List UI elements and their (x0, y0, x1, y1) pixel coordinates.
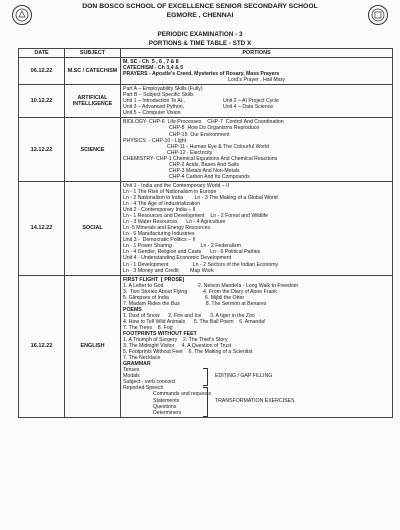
portion-line: 7. The Necklace (123, 355, 161, 362)
grammar-item: Subject - verb concord (123, 379, 175, 386)
school-city: EGMORE , CHENNAI (166, 12, 234, 19)
row-subject: SOCIAL (65, 181, 121, 275)
school-name: DON BOSCO SCHOOL OF EXCELLENCE SENIOR SECONDARY SCHOOL (82, 3, 318, 10)
portion-line: CHP-8 How Do Organisms Reproduce (169, 125, 260, 132)
col-header-date: DATE (19, 49, 65, 58)
portion-line: GRAMMAR (123, 361, 151, 368)
grammar-item: Statements (153, 397, 180, 404)
portion-line: 4. How to Tell Wild Animals 5. The Ball Poem 6. Amanda! (123, 318, 266, 325)
portion-line: CHEMISTRY- CHP-1 Chemical Equations And Chemical Reactions (123, 155, 278, 162)
portion-line: 1. Dust of Snow 2. Fire and Ice 3. A tiger in the Zoo (123, 312, 255, 319)
row-subject: M.SC / CATECHISM (65, 58, 121, 85)
portion-line: Ln - 3 Water Resources Ln - 4 Agriculture (123, 219, 226, 226)
portions-title: PORTIONS & TIME TABLE - STD X (148, 40, 252, 47)
portion-line: Ln - 4 The Age of Industrialization (123, 201, 201, 208)
grammar-item: Reported Speech (123, 385, 164, 392)
portion-line: M. SC - Ch 5 , 6 , 7 & 8 (123, 59, 179, 65)
portion-line: Ln -5 Minerals and Energy Resources (123, 225, 211, 232)
portion-line: 5. Footprints Without Feet 6. The Making of a Scientist (123, 349, 253, 356)
portion-line: CHP-4 Carbon And Its Compounds (169, 173, 250, 180)
portion-line: Lord's Prayer , Hail Mary (228, 77, 285, 84)
portion-line: FOOTPRINTS WITHOUT FEET (123, 331, 197, 338)
portion-line: Ln - 1 Resources and Development Ln - 2 Forest and Wildlife (123, 213, 269, 220)
portion-line: Unit 2 - Contemporary India – II (123, 207, 196, 214)
transformation-note: TRANSFORMATION EXERCISES (215, 398, 295, 405)
school-logo-right-icon (368, 5, 388, 25)
portion-part: Unit 3 – Advanced Python, (123, 104, 185, 111)
table-row (19, 85, 393, 118)
row-date: 10.12.22 (19, 85, 65, 118)
portion-line: PRAYERS - Apostle's Creed, Mysteries of Rosary, Mass Prayers (123, 71, 280, 78)
table-row (19, 118, 393, 181)
row-portions (121, 85, 393, 118)
portion-part: Unit 1 – Introduction To AI , (123, 98, 186, 105)
row-portions (121, 118, 393, 181)
portion-line: Unit 1 - India and the Contemporary World – II (123, 182, 230, 189)
timetable (18, 48, 393, 418)
col-header-portions: PORTIONS (121, 49, 393, 58)
grammar-list (123, 367, 211, 416)
row-date: 16.12.22 (19, 275, 65, 417)
portion-line: 1. A Triumph of Surgery 2. The Thief's Story (123, 337, 228, 344)
grammar-item: Determiners (153, 409, 182, 416)
table-header-row (19, 49, 393, 58)
bracket-transformation (203, 387, 208, 417)
portion-line: Part A – Employability Skills (Fully) (123, 86, 203, 93)
subject-line: INTELLIGENCE (72, 101, 113, 108)
row-subject: SCIENCE (65, 118, 121, 181)
portion-line: 3. Two Stories About Flying 4. From the Diary of Anne Frank (123, 288, 277, 295)
portion-line: CHP-12 - Electricity (167, 149, 213, 156)
portion-line: CHP-15 Our Environment (169, 131, 230, 138)
portion-line: CHP-11 - Human Eye & The Colourful World (167, 143, 270, 150)
portion-line: CATECHISM - Ch 3,4 & 5 (123, 65, 184, 72)
grammar-brackets (203, 367, 211, 415)
row-portions (121, 58, 393, 85)
portion-line: 7. Madam Rides the Bus 8. The Sermon at Benares (123, 300, 267, 307)
exam-title: PERIODIC EXAMINATION - 3 (157, 31, 243, 38)
portion-line: Part B – Subject Specific Skills (123, 92, 194, 99)
grammar-item: Modals (123, 373, 140, 380)
portion-line: 3. The Midnight Visitor 4. A Question of Trust (123, 343, 232, 350)
school-logo-left-icon (12, 5, 32, 25)
row-portions (121, 181, 393, 275)
portion-line: PHYSICS - CHP-10 - Light (123, 137, 187, 144)
col-header-subject: SUBJECT (65, 49, 121, 58)
grammar-item: Commands and requests (153, 391, 211, 398)
grammar-item: Tenses (123, 367, 140, 374)
row-date: 12.12.22 (19, 118, 65, 181)
row-subject: ENGLISH (65, 275, 121, 417)
portion-line: FIRST FLIGHT [ PROSE] (123, 276, 185, 283)
row-date: 14.12.22 (19, 181, 65, 275)
portion-line: 7. The Trees 8. Fog (123, 324, 173, 331)
portion-line: Ln - 6 Manufacturing Industries (123, 231, 195, 238)
portion-line: CHP-2 Acids, Bases And Salts (169, 161, 240, 168)
portion-line: Ln - 1 The Rise of Nationalism in Europe (123, 188, 217, 195)
portion-part: Unit 2 – AI Project Cycle (223, 98, 279, 105)
table-row (19, 58, 393, 85)
bracket-editing (203, 368, 208, 386)
portion-line: Ln - 1 Development Ln - 2 Sectors of the Indian Economy (123, 261, 279, 268)
portion-line: CHP-3 Metals And Non-Metals (169, 167, 240, 174)
portion-line: Ln - 4 Gender, Religion and Caste Ln - 6 Political Parties (123, 249, 261, 256)
row-date: 06.12.22 (19, 58, 65, 85)
subject-line: ARTIFICIAL (77, 95, 108, 102)
portion-line: Ln - 3 Money and Credit Map Work (123, 267, 214, 274)
portion-line: Unit 5 – Computer Vision (123, 110, 181, 117)
portion-line: Ln - 2 Nationalism in India Ln - 3 The Making of a Global World (123, 194, 278, 201)
portion-part: Unit 4 – Data Science (223, 104, 274, 111)
portion-line: BIOLOGY- CHP-6 Life Processes CHP-7 Control And Coordination (123, 119, 284, 126)
grammar-item: Questions (153, 403, 177, 410)
portion-line: Unit 3 - Democratic Politics – II (123, 237, 196, 244)
row-portions (121, 275, 393, 417)
table-row (19, 181, 393, 275)
portion-line: 1. A Letter to God 2. Nelson Mandela - Long Walk to Freedom (123, 282, 299, 289)
grammar-notes (211, 367, 390, 415)
portion-line: Unit 4 - Understanding Economic Development (123, 255, 232, 262)
editing-note: EDITING / GAP FILLING (215, 373, 273, 380)
portion-line: Ln - 1 Power Sharing Ln - 2 Federalism (123, 243, 241, 250)
row-subject (65, 85, 121, 118)
grammar-block (123, 367, 390, 415)
table-row (19, 275, 393, 417)
portion-line: POEMS (123, 306, 142, 313)
portion-line: 5. Glimpses of India 6. Mijbil the Otter (123, 294, 245, 301)
